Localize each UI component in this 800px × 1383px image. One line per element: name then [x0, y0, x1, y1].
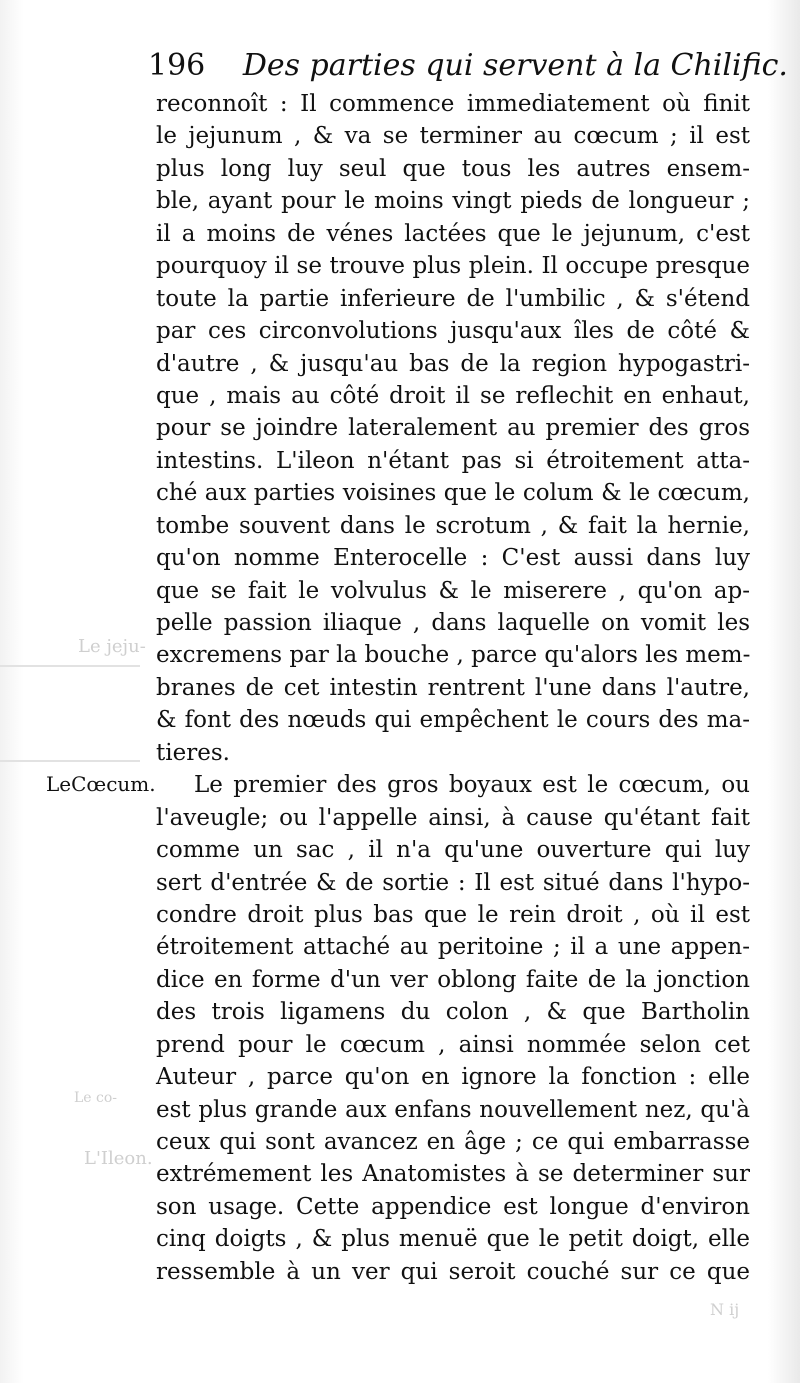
- text-line: plus long luy seul que tous les autres ensem-: [156, 155, 750, 182]
- bleed-through-marginal: Le co-: [74, 1090, 118, 1106]
- text-line: il a moins de vénes lactées que le jejunum, c'est: [156, 220, 750, 247]
- text-line: ceux qui sont avancez en âge ; ce qui embarrasse: [156, 1129, 750, 1155]
- text-line: pourquoy il se trouve plus plein. Il occupe presque: [156, 253, 750, 280]
- body-text: [156, 88, 750, 1288]
- text-line: Auteur , parce qu'on en ignore la fonction : elle: [156, 1064, 750, 1091]
- text-line: pour se joindre lateralement au premier des gros: [156, 415, 750, 442]
- text-line: toute la partie inferieure de l'umbilic , & s'étend: [156, 285, 750, 312]
- bleed-through-mark: [0, 760, 140, 762]
- text-line: & font des nœuds qui empêchent le cours des ma-: [156, 707, 750, 734]
- text-line: tieres.: [156, 739, 230, 766]
- bleed-through-signature: N ij: [710, 1300, 740, 1319]
- running-title: Des parties qui servent à la Chilific.: [242, 48, 788, 83]
- text-line: branes de cet intestin rentrent l'une dans l'autre,: [156, 674, 750, 701]
- text-line: cinq doigts , & plus menuë que le petit doigt, elle: [156, 1226, 750, 1253]
- text-line: pelle passion iliaque , dans laquelle on vomit les: [156, 610, 750, 636]
- text-line: prend pour le cœcum , ainsi nommée selon cet: [156, 1031, 750, 1058]
- text-line: étroitement attaché au peritoine ; il a une appen-: [156, 934, 750, 961]
- text-line: extrémement les Anatomistes à se determiner sur: [156, 1161, 750, 1188]
- text-line: dice en forme d'un ver oblong faite de la jonction: [156, 966, 750, 993]
- text-line: ressemble à un ver qui seroit couché sur ce que: [156, 1258, 750, 1285]
- bleed-through-mark: [0, 665, 140, 667]
- margin-note: LeCœcum.: [46, 772, 156, 796]
- text-line: ble, ayant pour le moins vingt pieds de longueur ;: [156, 188, 750, 215]
- text-line: sert d'entrée & de sortie : Il est situé dans l'hypo-: [156, 869, 750, 896]
- text-line: Le premier des gros boyaux est le cœcum, ou: [194, 772, 750, 799]
- text-line: reconnoît : Il commence immediatement où finit: [156, 91, 750, 117]
- bleed-through-marginal: L'Ileon.: [84, 1148, 153, 1169]
- text-line: le jejunum , & va se terminer au cœcum ; il est: [156, 123, 750, 150]
- text-line: l'aveugle; ou l'appelle ainsi, à cause qu'étant fait: [156, 804, 750, 831]
- text-line: comme un sac , il n'a qu'une ouverture qui luy: [156, 837, 750, 864]
- bleed-through-marginal: Le jeju-: [78, 636, 146, 657]
- text-line: tombe souvent dans le scrotum , & fait la hernie,: [156, 512, 750, 539]
- page-number: 196: [148, 48, 206, 83]
- text-line: que , mais au côté droit il se reflechit en enhaut,: [156, 382, 750, 409]
- text-line: condre droit plus bas que le rein droit , où il est: [156, 901, 750, 928]
- text-line: intestins. L'ileon n'étant pas si étroitement atta-: [156, 447, 750, 474]
- page-header: [148, 48, 788, 92]
- text-line: des trois ligamens du colon , & que Bartholin: [156, 999, 750, 1026]
- text-line: est plus grande aux enfans nouvellement nez, qu'à: [156, 1096, 750, 1123]
- text-line: d'autre , & jusqu'au bas de la region hypogastri-: [156, 350, 750, 377]
- text-line: par ces circonvolutions jusqu'aux îles de côté &: [156, 318, 750, 345]
- text-line: ché aux parties voisines que le colum & le cœcum,: [156, 480, 750, 507]
- text-line: qu'on nomme Enterocelle : C'est aussi dans luy: [156, 545, 750, 572]
- text-line: son usage. Cette appendice est longue d'environ: [156, 1193, 750, 1220]
- text-line: que se fait le volvulus & le miserere , qu'on ap-: [156, 577, 750, 604]
- text-line: excremens par la bouche , parce qu'alors les mem-: [156, 642, 751, 669]
